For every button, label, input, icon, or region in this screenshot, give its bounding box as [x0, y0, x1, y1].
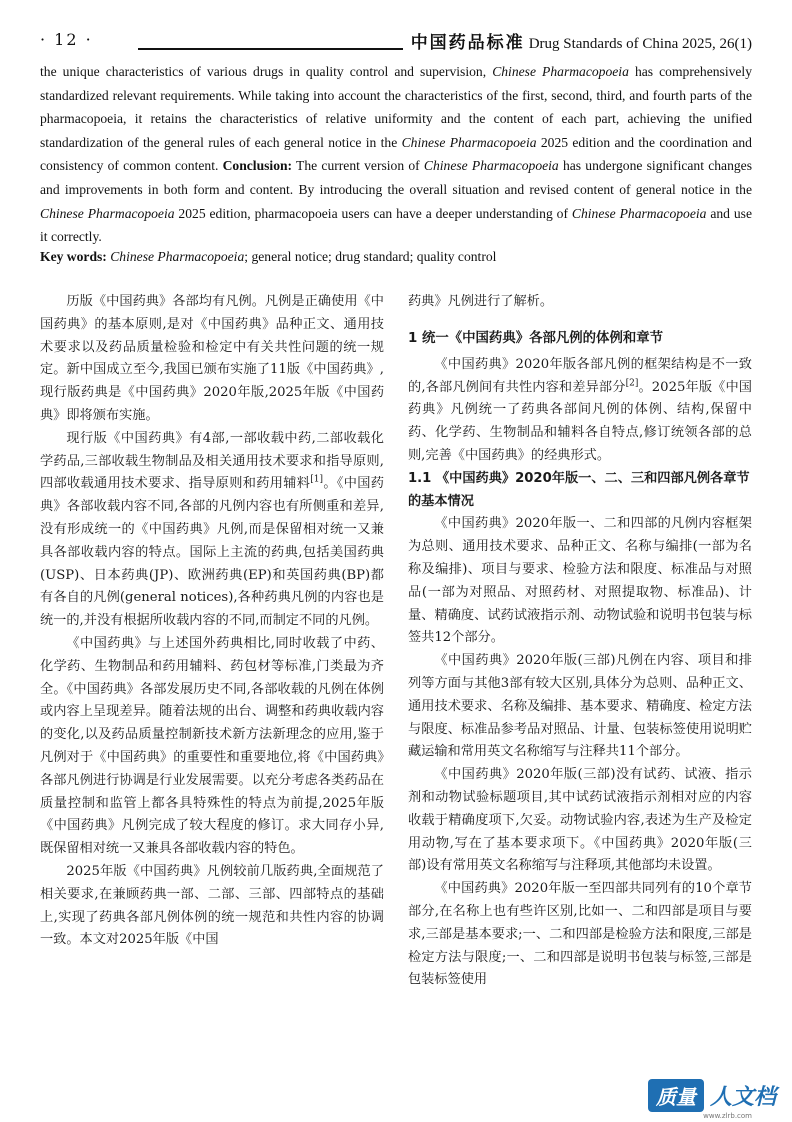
watermark-url: www.zlrb.com	[703, 1112, 752, 1120]
english-abstract	[40, 60, 752, 249]
journal-title-en: Drug Standards of China 2025, 26(1)	[528, 36, 752, 52]
body-paragraph: 《中国药典》2020年版一、二和四部的凡例内容框架为总则、通用技术要求、品种正文、名称与编排(一部为名称及编排)、项目与要求、检验方法和限度、标准品与对照品(一部为对照品、对照药材、对照提取物、标准品)、计量、精确度、试药试液指示剂、动物试验和说明书包装与标签共12个部分。	[408, 516, 752, 646]
journal-title	[403, 28, 752, 53]
pharmacopoeia-title: Chinese Pharmacopoeia	[423, 158, 559, 174]
body-paragraph: 历版《中国药典》各部均有凡例。凡例是正确使用《中国药典》的基本原则,是对《中国药典》品种正文、通用技术要求以及药品质量检验和检定中有关共性问题的统一规定。新中国成立至今,我国已颁布实施了11版《中国药典》,现行版药典是《中国药典》2020年版,2025年版《中国药典》即将颁布实施。	[40, 294, 384, 423]
body-paragraph: 《中国药典》2020年版(三部)没有试药、试液、指示剂和动物试验标题项目,其中试药试液指示剂相对应的内容收载于精确度项下,欠妥。动物试验内容,表述为生产及检定用动物,写在了基本要求项下。《中国药典》2020年版(三部)设有常用英文名称缩写与注释项,其他部均未设置。	[408, 767, 752, 874]
watermark-box: 质量	[648, 1079, 704, 1112]
page-number: · 12 ·	[40, 30, 93, 49]
section-heading: 1 统一《中国药典》各部凡例的体例和章节	[408, 330, 664, 346]
journal-title-zh: 中国药品标准	[410, 33, 525, 53]
paragraph-text: 。《中国药典》各部收载内容不同,各部的凡例内容也有所侧重和差异,没有形成统一的《中国药典》凡例,而是保留相对统一又兼具各部收载内容的特点。国际上主流的药典,包括美国药典(USP)、日本药典(JP)、欧洲药典(EP)和英国药典(BP)都有各自的凡例(general notices),各种药典凡例的内容也是统一的,并没有根据所收载内容的不同,而制定不同的凡例。	[40, 476, 384, 629]
abstract-text: 2025 edition, pharmacopoeia users can have a deeper understanding of	[174, 205, 572, 221]
keywords-label: Key words:	[40, 249, 107, 264]
running-header	[40, 28, 752, 54]
abstract-text: 2025 edition and the coordination and consistency of common content.	[40, 134, 752, 174]
body-paragraph: 《中国药典》与上述国外药典相比,同时收载了中药、化学药、生物制品和药用辅料、药包材等标准,门类最为齐全。《中国药典》各部发展历史不同,各部收载的凡例在体例或内容上呈现差异。随着法规的出台、调整和药典收载内容的变化,以及药品质量控制新技术新方法新理念的应用,鉴于凡例对于《中国药典》的重要性和重要地位,将《中国药典》各部凡例进行协调是行业发展需要。以充分考虑各类药品在质量控制和监管上都各具特殊性的特点为前提,2025年版《中国药典》凡例完成了较大程度的修订。求大同存小异,既保留相对统一又兼具各部收载内容的特色。	[40, 635, 384, 857]
body-paragraph	[40, 428, 384, 633]
abstract-text: the unique characteristics of various drugs in quality control and supervision,	[40, 64, 487, 79]
abstract-text: The current version of	[292, 158, 424, 174]
pharmacopoeia-title: Chinese Pharmacopoeia	[571, 205, 707, 221]
body-paragraph: 2025年版《中国药典》凡例较前几版药典,全面规范了相关要求,在兼顾药典一部、二部、三部、四部特点的基础上,实现了药典各部凡例体例的统一规范和共性内容的协调一致。本文对2025年版《中国	[40, 863, 384, 948]
conclusion-label: Conclusion:	[222, 158, 293, 174]
keywords	[40, 249, 752, 265]
body-paragraph-continued: 药典》凡例进行了解析。	[408, 294, 554, 309]
abstract-text: and use it correctly.	[40, 205, 752, 245]
keywords-list: ; general notice; drug standard; quality control	[244, 249, 497, 264]
abstract-text: has comprehensively standardized relevant requirements. While taking into account the characteristics of the first, second, third, and fourth parts of the pharmacopoeia, it retains the characteristics of relative uniformity and the content of each part, achieving the unified standardization of the general rules of each general notice in the	[40, 64, 753, 150]
body-paragraph	[408, 354, 752, 468]
watermark-text: 人文档	[709, 1085, 776, 1110]
citation-ref[interactable]: [2]	[625, 378, 639, 389]
paragraph-text: 。2025年版《中国药典》凡例统一了药典各部间凡例的体例、结构,保留中药、化学药、生物制品和辅料各自特点,修订统领各部的总则,完善《中国药典》的经典形式。	[408, 379, 752, 463]
abstract-text: has undergone significant changes and improvements in both form and content. By introducing the overall situation and revised content of general notice in the	[40, 158, 753, 197]
pharmacopoeia-title: Chinese Pharmacopoeia	[40, 205, 175, 221]
pharmacopoeia-title: Chinese Pharmacopoeia	[401, 134, 537, 150]
subsection-heading: 1.1 《中国药典》2020年版一、二、三和四部凡例各章节的基本情况	[408, 470, 750, 509]
body-paragraph: 《中国药典》2020年版一至四部共同列有的10个章节部分,在名称上也有些许区别,比如一、二和四部是项目与要求,三部是基本要求;一、二和四部是检验方法和限度,三部是检定方法与限度;一、二和四部是说明书包装与标签,三部是包装标签使用	[408, 881, 752, 988]
right-column	[408, 291, 752, 992]
watermark-logo	[648, 1079, 776, 1112]
keyword-pharmacopoeia: Chinese Pharmacopoeia	[110, 249, 245, 264]
left-column	[40, 291, 384, 952]
paragraph-text: 《中国药典》2020年版各部凡例的框架结构是不一致的,各部凡例间有共性内容和差异部分	[408, 356, 752, 395]
pharmacopoeia-title: Chinese Pharmacopoeia	[492, 64, 629, 79]
body-paragraph: 《中国药典》2020年版(三部)凡例在内容、项目和排列等方面与其他3部有较大区别,具体分为总则、品种正文、通用技术要求、名称及编排、基本要求、精确度、检定方法与限度、标准品参考品对照品、计量、包装标签使用说明贮藏运输和常用英文名称缩写与注释共11个部分。	[408, 653, 752, 760]
paragraph-text: 现行版《中国药典》有4部,一部收载中药,二部收载化学药品,三部收载生物制品及相关通用技术要求和指导原则,四部收载通用技术要求、指导原则和药用辅料	[40, 430, 384, 492]
citation-ref[interactable]: [1]	[310, 474, 324, 485]
